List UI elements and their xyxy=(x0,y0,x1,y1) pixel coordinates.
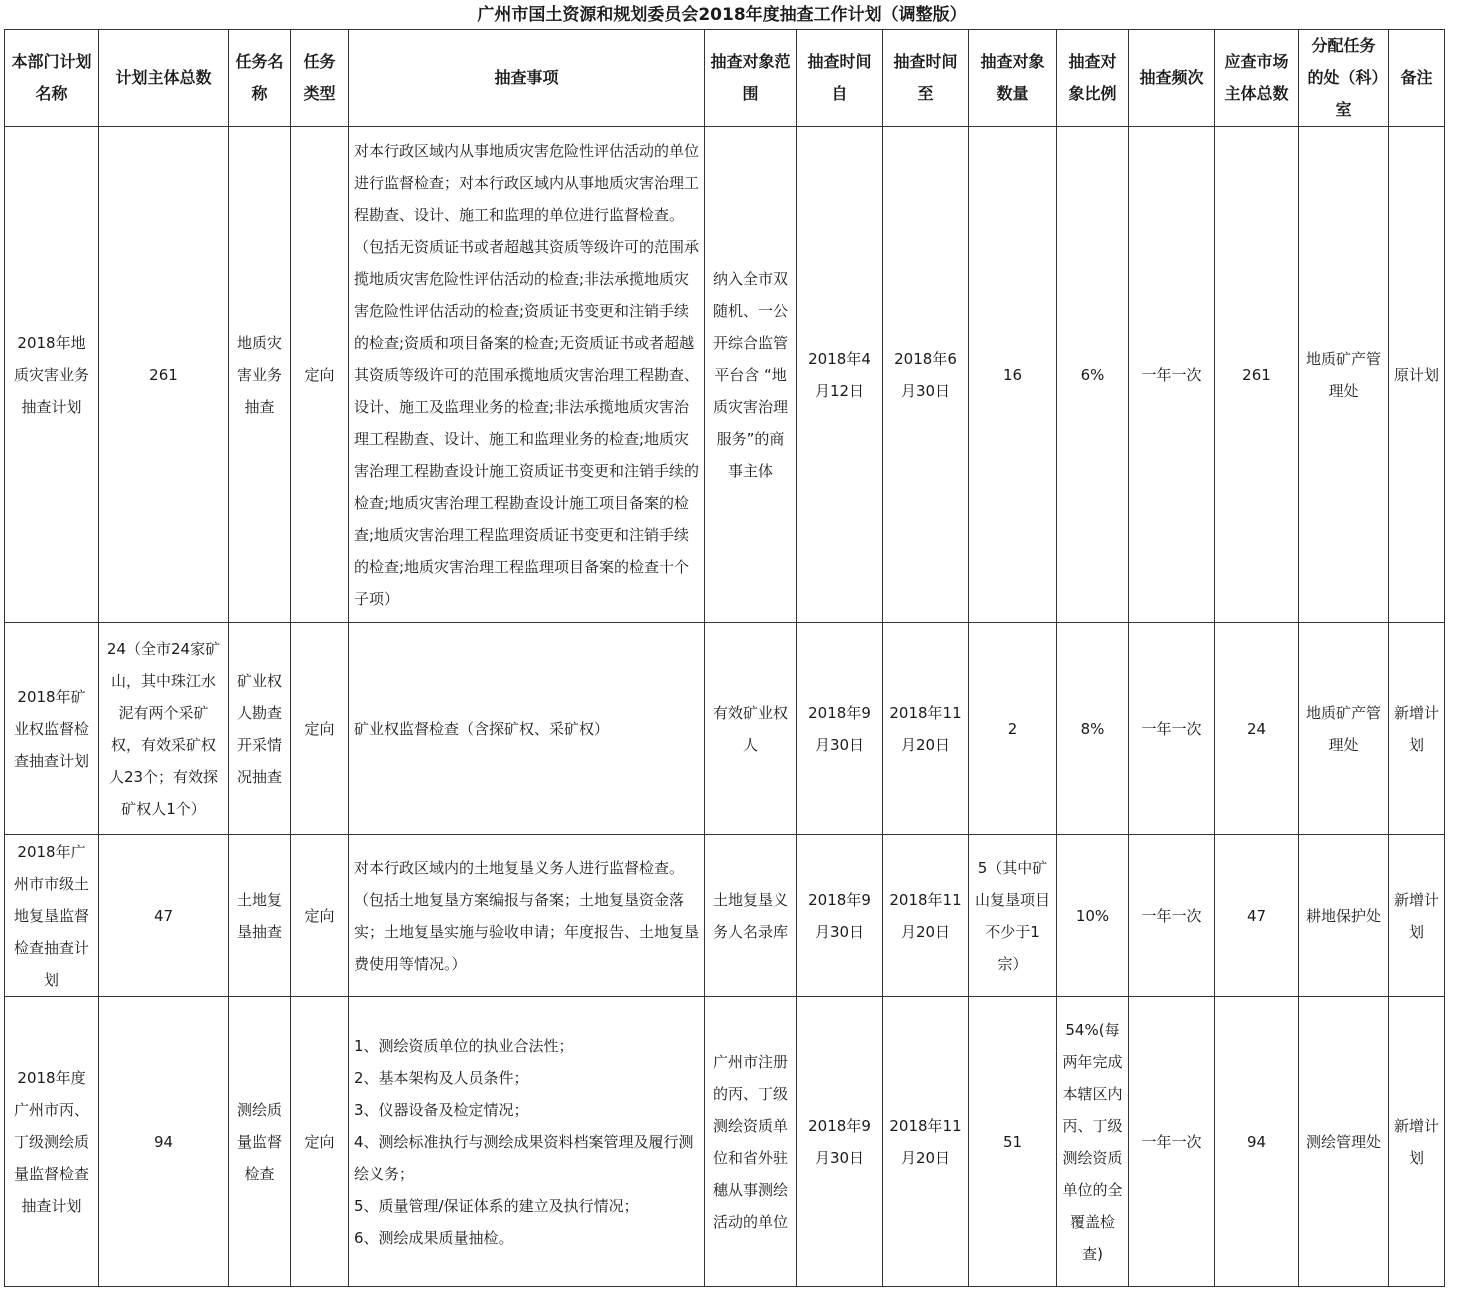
cell-task-name: 土地复垦抽查 xyxy=(229,835,291,997)
cell-frequency: 一年一次 xyxy=(1129,623,1215,835)
cell-scope: 有效矿业权人 xyxy=(705,623,797,835)
header-note: 备注 xyxy=(1389,30,1445,127)
cell-dept: 测绘管理处 xyxy=(1299,997,1389,1287)
cell-task-type: 定向 xyxy=(291,997,349,1287)
cell-to: 2018年11月20日 xyxy=(883,997,969,1287)
cell-total: 24（全市24家矿山，其中珠江水泥有两个采矿权，有效采矿权人23个；有效探矿权人1个） xyxy=(99,623,229,835)
page-title: 广州市国土资源和规划委员会2018年度抽查工作计划（调整版） xyxy=(477,5,967,25)
header-task-type: 任务类型 xyxy=(291,30,349,127)
cell-to: 2018年11月20日 xyxy=(883,623,969,835)
table-header-row xyxy=(5,30,1445,127)
cell-total: 261 xyxy=(99,127,229,623)
cell-count: 2 xyxy=(969,623,1057,835)
cell-to: 2018年11月20日 xyxy=(883,835,969,997)
cell-market-total: 24 xyxy=(1215,623,1299,835)
header-market-total: 应查市场主体总数 xyxy=(1215,30,1299,127)
cell-note: 原计划 xyxy=(1389,127,1445,623)
item-text: 3、仪器设备及检定情况； xyxy=(354,1100,529,1119)
header-task-name: 任务名称 xyxy=(229,30,291,127)
cell-dept: 耕地保护处 xyxy=(1299,835,1389,997)
header-items: 抽查事项 xyxy=(349,30,705,127)
cell-ratio: 54%(每两年完成本辖区内丙、丁级测绘资质单位的全覆盖检查) xyxy=(1057,997,1129,1287)
cell-market-total: 261 xyxy=(1215,127,1299,623)
cell-items xyxy=(349,623,705,835)
cell-note: 新增计划 xyxy=(1389,623,1445,835)
cell-items xyxy=(349,997,705,1287)
cell-frequency: 一年一次 xyxy=(1129,997,1215,1287)
cell-from: 2018年9月30日 xyxy=(797,623,883,835)
cell-ratio: 6% xyxy=(1057,127,1129,623)
table-row xyxy=(5,835,1445,997)
cell-dept: 地质矿产管理处 xyxy=(1299,623,1389,835)
cell-from: 2018年4月12日 xyxy=(797,127,883,623)
header-to: 抽查时间至 xyxy=(883,30,969,127)
cell-market-total: 94 xyxy=(1215,997,1299,1287)
cell-task-name: 测绘质量监督检查 xyxy=(229,997,291,1287)
cell-ratio: 8% xyxy=(1057,623,1129,835)
cell-frequency: 一年一次 xyxy=(1129,127,1215,623)
cell-plan-name: 2018年度广州市丙、丁级测绘质量监督检查抽查计划 xyxy=(5,997,99,1287)
header-plan-name: 本部门计划名称 xyxy=(5,30,99,127)
inspection-plan-table xyxy=(4,29,1445,1287)
item-text: 矿业权监督检查（含探矿权、采矿权） xyxy=(354,719,610,738)
item-text: 5、质量管理/保证体系的建立及执行情况； xyxy=(354,1196,639,1215)
cell-plan-name: 2018年广州市市级土地复垦监督检查抽查计划 xyxy=(5,835,99,997)
item-text: 1、测绘资质单位的执业合法性； xyxy=(354,1036,574,1055)
item-text: 对本行政区域内从事地质灾害危险性评估活动的单位进行监督检查；对本行政区域内从事地质灾害治理工程勘查、设计、施工和监理的单位进行监督检查。（包括无资质证书或者超越其资质等级许可的范围承揽地质灾害危险性评估活动的检查;非法承揽地质灾害危险性评估活动的检查;资质证书变更和注销手续的检查;资质和项目备案的检查;无资质证书或者超越其资质等级许可的范围承揽地质灾害治理工程勘查、设计、施工及监理业务的检查;非法承揽地质灾害治理工程勘查、设计、施工和监理业务的检查;地质灾害治理工程勘查设计施工资质证书变更和注销手续的检查;地质灾害治理工程勘查设计施工项目备案的检查;地质灾害治理工程监理资质证书变更和注销手续的检查;地质灾害治理工程监理项目备案的检查十个子项） xyxy=(354,141,700,608)
cell-to: 2018年6月30日 xyxy=(883,127,969,623)
cell-task-type: 定向 xyxy=(291,835,349,997)
item-text: 6、测绘成果质量抽检。 xyxy=(354,1228,514,1247)
header-total: 计划主体总数 xyxy=(99,30,229,127)
cell-count: 16 xyxy=(969,127,1057,623)
cell-scope: 纳入全市双随机、一公开综合监管平台含 “地质灾害治理服务”的商事主体 xyxy=(705,127,797,623)
header-frequency: 抽查频次 xyxy=(1129,30,1215,127)
cell-from: 2018年9月30日 xyxy=(797,997,883,1287)
cell-dept: 地质矿产管理处 xyxy=(1299,127,1389,623)
cell-task-type: 定向 xyxy=(291,623,349,835)
item-text: 4、测绘标准执行与测绘成果资料档案管理及履行测绘义务； xyxy=(354,1132,694,1183)
cell-frequency: 一年一次 xyxy=(1129,835,1215,997)
cell-from: 2018年9月30日 xyxy=(797,835,883,997)
table-row xyxy=(5,997,1445,1287)
cell-ratio: 10% xyxy=(1057,835,1129,997)
cell-task-type: 定向 xyxy=(291,127,349,623)
cell-total: 47 xyxy=(99,835,229,997)
cell-count: 51 xyxy=(969,997,1057,1287)
item-text: 2、基本架构及人员条件； xyxy=(354,1068,529,1087)
table-row xyxy=(5,127,1445,623)
cell-count: 5（其中矿山复垦项目不少于1宗） xyxy=(969,835,1057,997)
cell-plan-name: 2018年矿业权监督检查抽查计划 xyxy=(5,623,99,835)
header-ratio: 抽查对象比例 xyxy=(1057,30,1129,127)
header-scope: 抽查对象范围 xyxy=(705,30,797,127)
item-text: 对本行政区域内的土地复垦义务人进行监督检查。（包括土地复垦方案编报与备案；土地复垦资金落实；土地复垦实施与验收申请；年度报告、土地复垦费使用等情况。） xyxy=(354,858,700,973)
cell-scope: 土地复垦义务人名录库 xyxy=(705,835,797,997)
cell-note: 新增计划 xyxy=(1389,835,1445,997)
cell-task-name: 地质灾害业务抽查 xyxy=(229,127,291,623)
cell-items xyxy=(349,835,705,997)
cell-total: 94 xyxy=(99,997,229,1287)
header-from: 抽查时间自 xyxy=(797,30,883,127)
header-count: 抽查对象数量 xyxy=(969,30,1057,127)
cell-market-total: 47 xyxy=(1215,835,1299,997)
cell-plan-name: 2018年地质灾害业务抽查计划 xyxy=(5,127,99,623)
cell-task-name: 矿业权人勘查开采情况抽查 xyxy=(229,623,291,835)
header-dept: 分配任务的处（科）室 xyxy=(1299,30,1389,127)
cell-scope: 广州市注册的丙、丁级测绘资质单位和省外驻穗从事测绘活动的单位 xyxy=(705,997,797,1287)
cell-items xyxy=(349,127,705,623)
table-row xyxy=(5,623,1445,835)
cell-note: 新增计划 xyxy=(1389,997,1445,1287)
